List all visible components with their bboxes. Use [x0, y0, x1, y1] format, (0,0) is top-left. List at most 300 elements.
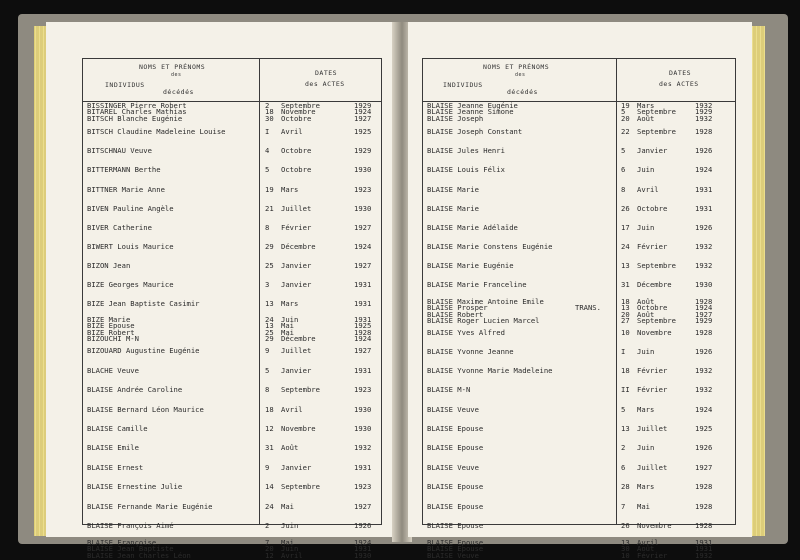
- entry-month: Octobre: [281, 165, 312, 174]
- entry-name: BLAISE Bernard Léon Maurice: [87, 405, 204, 414]
- entry-day: 2: [265, 521, 270, 530]
- entry-year: 1924: [695, 165, 713, 174]
- entry-name: BIZE Epouse: [87, 321, 135, 331]
- entry-line: [423, 445, 735, 451]
- right-register-table: [422, 58, 736, 560]
- entry-line: [423, 113, 735, 123]
- entry-year: 1932: [695, 242, 713, 251]
- header-decedes: décédés: [507, 88, 538, 96]
- entry-name: BLAISE Marie: [427, 185, 479, 194]
- entry-day: 26: [621, 204, 630, 213]
- entry-name: BIZOUCHI M-N: [87, 334, 139, 344]
- entry-name: BLAISE Epouse: [427, 521, 484, 530]
- entry-name: BLAISE Joseph Constant: [427, 127, 523, 136]
- entry-year: 1926: [695, 443, 713, 452]
- entry-day: 20: [621, 113, 630, 123]
- entry-line: [83, 523, 381, 529]
- register-entry: [423, 330, 735, 336]
- entry-year: 1927: [354, 346, 372, 355]
- entry-name: BLAISE Roger Lucien Marcel: [427, 316, 540, 326]
- entry-day: 6: [621, 165, 626, 174]
- entry-year: 1927: [354, 502, 372, 511]
- entry-month: Janvier: [281, 261, 312, 270]
- register-entry: [83, 225, 381, 231]
- entry-name: BLAISE M-N: [427, 385, 471, 394]
- entry-year: 1924: [695, 303, 713, 313]
- entry-year: 1924: [354, 334, 372, 344]
- entry-year: 1928: [354, 327, 372, 337]
- entry-line: [423, 349, 735, 355]
- register-entry: [423, 299, 735, 325]
- register-entry: [83, 407, 381, 413]
- entry-line: [83, 113, 381, 123]
- entry-day: 13: [621, 303, 630, 313]
- entry-line: [83, 301, 381, 307]
- entry-name: BIVER Catherine: [87, 223, 152, 232]
- register-entry: [83, 348, 381, 354]
- entry-line: [423, 523, 735, 529]
- entry-year: 1924: [354, 107, 372, 117]
- entry-year: 1929: [354, 101, 372, 110]
- entry-day: 5: [621, 405, 626, 414]
- entry-year: 1931: [695, 538, 713, 547]
- left-page: [46, 22, 394, 560]
- entry-year: 1928: [695, 297, 713, 306]
- register-entry: [83, 103, 381, 122]
- entry-month: Octobre: [281, 113, 312, 123]
- entry-line: [423, 282, 735, 288]
- entry-line: [423, 129, 735, 135]
- entry-month: Novembre: [281, 107, 316, 117]
- entry-month: Juillet: [637, 463, 668, 472]
- left-entries: [83, 101, 381, 560]
- entry-month: Septembre: [281, 101, 320, 110]
- entry-line: [83, 387, 381, 393]
- entry-month: Décembre: [281, 242, 316, 251]
- register-entry: [83, 387, 381, 393]
- entry-day: 7: [621, 502, 626, 511]
- entry-month: Septembre: [637, 127, 676, 136]
- entry-line: [423, 407, 735, 413]
- register-entry: [83, 263, 381, 269]
- register-entry: [423, 504, 735, 510]
- entry-month: Février: [637, 385, 668, 394]
- entry-name: BLAISE Robert: [427, 309, 484, 319]
- entry-day: 5: [265, 165, 270, 174]
- entry-line: [83, 167, 381, 173]
- entry-month: Août: [637, 309, 655, 319]
- header-names-des: des: [515, 72, 526, 78]
- entry-month: Juin: [281, 544, 299, 554]
- entry-year: 1926: [695, 347, 713, 356]
- entry-month: Mai: [281, 538, 294, 547]
- page-edges-right: [751, 26, 765, 536]
- entry-name: BLAISE Epouse: [427, 538, 484, 547]
- entry-month: Octobre: [281, 146, 312, 155]
- right-entries: [423, 101, 735, 560]
- entry-name: BLAISE Ernest: [87, 463, 144, 472]
- entry-month: Juin: [637, 165, 655, 174]
- entry-month: Janvier: [281, 366, 312, 375]
- entry-line: [423, 330, 735, 336]
- entry-day: 20: [621, 309, 630, 319]
- entry-day: 5: [621, 107, 626, 117]
- entry-year: 1928: [695, 328, 713, 337]
- register-entry: [423, 465, 735, 471]
- entry-day: 6: [621, 463, 626, 472]
- entry-year: 1923: [354, 185, 372, 194]
- entry-year: 1928: [695, 482, 713, 491]
- entry-day: 14: [265, 482, 274, 491]
- entry-month: Mars: [281, 299, 299, 308]
- header-dates-sub: des ACTES: [305, 80, 345, 88]
- entry-year: 1931: [354, 463, 372, 472]
- entry-month: Août: [637, 544, 655, 554]
- entry-day: 8: [265, 223, 270, 232]
- entry-month: Juin: [281, 315, 299, 324]
- entry-name: BLAISE Fernande Marie Eugénie: [87, 502, 213, 511]
- entry-name: BLAISE Yves Alfred: [427, 328, 505, 337]
- left-table-header: [83, 59, 381, 102]
- entry-month: Avril: [637, 538, 659, 547]
- entry-month: Janvier: [281, 280, 312, 289]
- entry-day: 5: [265, 366, 270, 375]
- entry-day: 4: [265, 146, 270, 155]
- entry-month: Décembre: [637, 280, 672, 289]
- entry-year: 1932: [695, 385, 713, 394]
- entry-year: 1927: [354, 223, 372, 232]
- entry-month: Janvier: [281, 463, 312, 472]
- entry-line: [83, 263, 381, 269]
- register-entry: [423, 445, 735, 451]
- entry-name: BLAISE Epouse: [427, 424, 484, 433]
- entry-day: 22: [621, 127, 630, 136]
- entry-name: BIZE Robert: [87, 327, 135, 337]
- entry-name: BLAISE Jean Baptiste: [87, 544, 174, 554]
- entry-year: 1930: [354, 405, 372, 414]
- entry-year: 1926: [695, 223, 713, 232]
- entry-day: 8: [265, 385, 270, 394]
- entry-day: 19: [621, 101, 630, 110]
- entry-name: BLAISE Veuve: [427, 463, 479, 472]
- entry-line: [83, 129, 381, 135]
- register-entry: [83, 282, 381, 288]
- entry-line: [83, 407, 381, 413]
- entry-year: 1929: [695, 107, 713, 117]
- left-register-table: [82, 58, 382, 560]
- entry-year: 1931: [695, 204, 713, 213]
- entry-line: [83, 504, 381, 510]
- entry-month: Mai: [281, 502, 294, 511]
- entry-day: 27: [621, 316, 630, 326]
- entry-day: 19: [265, 185, 274, 194]
- entry-line: [423, 484, 735, 490]
- entry-year: 1927: [695, 309, 713, 319]
- entry-day: 18: [265, 405, 274, 414]
- entry-month: Juin: [281, 521, 299, 530]
- entry-month: Octobre: [637, 303, 668, 313]
- entry-year: 1924: [354, 538, 372, 547]
- entry-name: BLAISE Françoise: [87, 538, 157, 547]
- entry-name: BIZE Marie: [87, 315, 131, 324]
- register-entry: [83, 540, 381, 559]
- entry-year: 1931: [695, 544, 713, 554]
- register-entry: [423, 540, 735, 559]
- header-decedes: décédés: [163, 88, 194, 96]
- entry-day: 2: [621, 443, 626, 452]
- header-names-title: NOMS ET PRÉNOMS: [483, 63, 550, 71]
- entry-name: BLAISE Yvonne Marie Madeleine: [427, 366, 553, 375]
- entry-line: [83, 336, 381, 342]
- entry-day: 29: [265, 334, 274, 344]
- entry-month: Octobre: [637, 204, 668, 213]
- register-entry: [423, 167, 735, 173]
- register-entry: [83, 148, 381, 154]
- entry-name: BITTNER Marie Anne: [87, 185, 165, 194]
- entry-year: 1928: [695, 521, 713, 530]
- entry-line: [83, 225, 381, 231]
- entry-line: [423, 187, 735, 193]
- entry-year: 1929: [354, 146, 372, 155]
- entry-name: BLAISE Louis Félix: [427, 165, 505, 174]
- entry-month: Février: [637, 550, 668, 560]
- entry-name: BLAISE Marie Adélaïde: [427, 223, 518, 232]
- entry-year: 1927: [354, 261, 372, 270]
- entry-day: 30: [265, 113, 274, 123]
- entry-name: BITAREL Charles Mathias: [87, 107, 187, 117]
- entry-line: [423, 244, 735, 250]
- header-names-title: NOMS ET PRÉNOMS: [139, 63, 206, 71]
- entry-day: 10: [621, 328, 630, 337]
- entry-line: [83, 187, 381, 193]
- register-entry: [83, 426, 381, 432]
- register-entry: [423, 368, 735, 374]
- entry-day: I: [265, 127, 270, 136]
- entry-name: BLAISE Camille: [87, 424, 148, 433]
- entry-month: Mai: [281, 327, 294, 337]
- entry-day: 9: [265, 463, 270, 472]
- header-individus: INDIVIDUS: [105, 81, 145, 89]
- entry-month: Mai: [637, 502, 650, 511]
- entry-name: BLAISE Epouse: [427, 482, 484, 491]
- entry-month: Février: [637, 366, 668, 375]
- entry-year: 1923: [354, 385, 372, 394]
- register-entry: [423, 187, 735, 193]
- entry-month: Juin: [637, 223, 655, 232]
- entry-month: Juin: [637, 443, 655, 452]
- entry-month: Août: [637, 113, 655, 123]
- entry-name: BIZE Jean Baptiste Casimir: [87, 299, 200, 308]
- entry-name: BLACHE Veuve: [87, 366, 139, 375]
- entry-name: BIZON Jean: [87, 261, 131, 270]
- entry-day: 2: [265, 101, 270, 110]
- header-names-des: des: [171, 72, 182, 78]
- register-entry: [423, 225, 735, 231]
- entry-year: 1931: [354, 544, 372, 554]
- entry-month: Septembre: [637, 261, 676, 270]
- entry-year: 1931: [354, 366, 372, 375]
- entry-name: BLAISE Jean Charles Léon: [87, 550, 191, 560]
- entry-line: [423, 387, 735, 393]
- entry-year: 1927: [354, 113, 372, 123]
- entry-name: BLAISE Jules Henri: [427, 146, 505, 155]
- entry-line: [423, 167, 735, 173]
- entry-year: 1928: [695, 502, 713, 511]
- entry-day: 24: [265, 502, 274, 511]
- entry-line: [83, 244, 381, 250]
- register-entry: [423, 349, 735, 355]
- entry-name: BLAISE Jeanne Simone: [427, 107, 514, 117]
- register-entry: [423, 129, 735, 135]
- entry-name: BIVEN Pauline Angèle: [87, 204, 174, 213]
- register-entry: [423, 282, 735, 288]
- register-entry: [423, 523, 735, 529]
- entry-line: [423, 148, 735, 154]
- entry-day: 3: [265, 280, 270, 289]
- header-individus: INDIVIDUS: [443, 81, 483, 89]
- entry-month: Novembre: [637, 328, 672, 337]
- entry-year: 1928: [695, 127, 713, 136]
- entry-name: BLAISE Yvonne Jeanne: [427, 347, 514, 356]
- entry-line: [83, 426, 381, 432]
- entry-line: [423, 426, 735, 432]
- entry-name: BITTERMANN Berthe: [87, 165, 161, 174]
- entry-year: 1932: [695, 261, 713, 270]
- entry-month: Mai: [281, 321, 294, 331]
- entry-line: [423, 263, 735, 269]
- header-dates-title: DATES: [315, 69, 338, 77]
- register-entry: [83, 504, 381, 510]
- entry-month: Avril: [281, 405, 303, 414]
- entry-month: Mars: [281, 185, 299, 194]
- entry-day: 9: [265, 346, 270, 355]
- entry-day: 25: [265, 261, 274, 270]
- register-entry: [423, 148, 735, 154]
- entry-day: 13: [265, 299, 274, 308]
- entry-day: 25: [265, 327, 274, 337]
- entry-month: Juillet: [281, 204, 312, 213]
- header-dates-sub: des ACTES: [659, 80, 699, 88]
- entry-name: BLAISE Jeanne Eugénie: [427, 101, 518, 110]
- entry-year: 1925: [354, 321, 372, 331]
- entry-name: BLAISE François Aimé: [87, 521, 174, 530]
- entry-line: [423, 465, 735, 471]
- register-entry: [423, 263, 735, 269]
- entry-month: Novembre: [281, 424, 316, 433]
- entry-day: 7: [265, 538, 270, 547]
- entry-day: 31: [621, 280, 630, 289]
- entry-name: BIZOUARD Augustine Eugénie: [87, 346, 200, 355]
- entry-month: Août: [637, 297, 655, 306]
- entry-year: 1932: [354, 443, 372, 452]
- entry-year: 1930: [695, 280, 713, 289]
- entry-year: 1926: [354, 521, 372, 530]
- entry-day: 24: [265, 315, 274, 324]
- entry-month: Janvier: [637, 146, 668, 155]
- entry-year: 1924: [354, 242, 372, 251]
- entry-name: BLAISE Epouse: [427, 443, 484, 452]
- register-entry: [83, 368, 381, 374]
- entry-name: BISSINGER Pierre Robert: [87, 101, 187, 110]
- entry-line: [83, 368, 381, 374]
- entry-year: 1930: [354, 165, 372, 174]
- entry-day: 13: [621, 538, 630, 547]
- entry-line: [83, 206, 381, 212]
- entry-month: Mars: [637, 405, 655, 414]
- entry-year: 1927: [695, 463, 713, 472]
- register-entry: [83, 317, 381, 343]
- entry-year: 1932: [695, 550, 713, 560]
- entry-name: BLAISE Andrée Caroline: [87, 385, 183, 394]
- register-entry: [423, 387, 735, 393]
- register-entry: [83, 465, 381, 471]
- entry-day: 26: [621, 521, 630, 530]
- entry-name: BLAISE Veuve: [427, 550, 479, 560]
- entry-name: BLAISE Joseph: [427, 113, 484, 123]
- entry-name: BITSCHNAU Veuve: [87, 146, 152, 155]
- entry-line: [423, 225, 735, 231]
- entry-day: 13: [621, 261, 630, 270]
- register-entry: [83, 244, 381, 250]
- register-entry: [423, 484, 735, 490]
- entry-year: 1931: [354, 315, 372, 324]
- entry-year: 1931: [354, 280, 372, 289]
- entry-day: 20: [265, 544, 274, 554]
- entry-day: 24: [621, 242, 630, 251]
- entry-name: BLAISE Epouse: [427, 544, 484, 554]
- register-entry: [423, 206, 735, 212]
- entry-month: Septembre: [637, 107, 676, 117]
- entry-day: 18: [621, 297, 630, 306]
- entry-month: Décembre: [281, 334, 316, 344]
- register-entry: [83, 301, 381, 307]
- register-entry: [423, 244, 735, 250]
- entry-year: 1925: [354, 127, 372, 136]
- register-entry: [83, 445, 381, 451]
- entry-line: [83, 148, 381, 154]
- register-entry: [423, 103, 735, 122]
- entry-name: BLAISE Marie: [427, 204, 479, 213]
- register-entry: [83, 523, 381, 529]
- entry-day: 28: [621, 482, 630, 491]
- entry-month: Juin: [637, 347, 655, 356]
- entry-year: 1930: [354, 424, 372, 433]
- entry-day: 8: [621, 185, 626, 194]
- entry-month: Juillet: [637, 424, 668, 433]
- entry-day: 31: [265, 443, 274, 452]
- entry-name: BLAISE Prosper: [427, 303, 488, 313]
- entry-day: II: [621, 385, 630, 394]
- entry-name: BLAISE Ernestine Julie: [87, 482, 183, 491]
- entry-year: 1932: [695, 113, 713, 123]
- entry-year: 1926: [695, 146, 713, 155]
- entry-name: BLAISE Emile: [87, 443, 139, 452]
- register-entry: [83, 129, 381, 135]
- entry-day: 18: [265, 107, 274, 117]
- register-entry: [423, 407, 735, 413]
- entry-line: [83, 348, 381, 354]
- entry-line: [83, 465, 381, 471]
- register-entry: [83, 206, 381, 212]
- entry-day: 30: [621, 544, 630, 554]
- entry-day: 13: [265, 321, 274, 331]
- entry-year: 1931: [354, 299, 372, 308]
- entry-name: BLAISE Veuve: [427, 405, 479, 414]
- entry-line: [423, 318, 735, 324]
- entry-month: Juillet: [281, 346, 312, 355]
- entry-line: [423, 206, 735, 212]
- entry-day: 29: [265, 242, 274, 251]
